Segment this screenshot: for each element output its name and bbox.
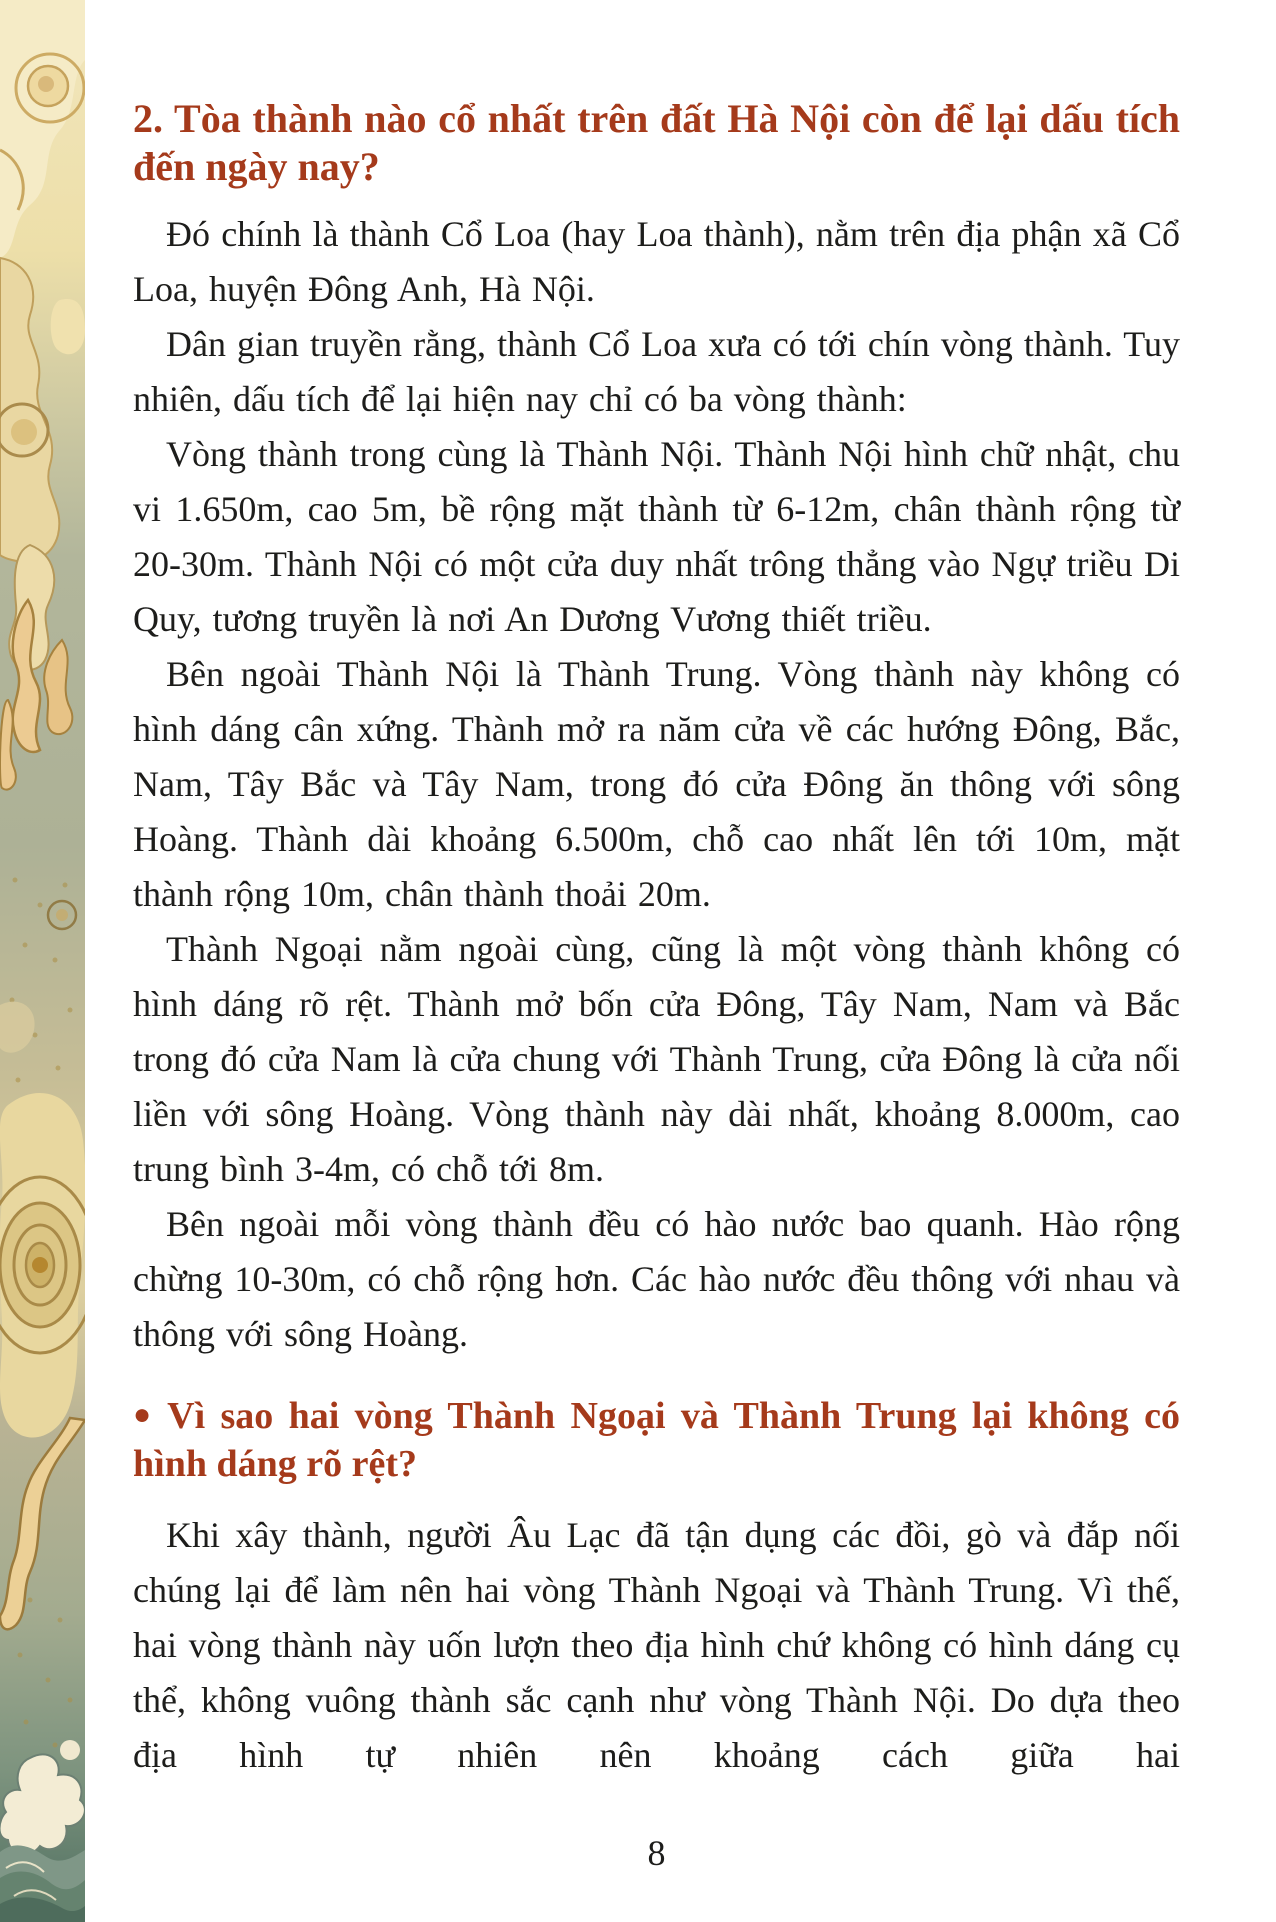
body-paragraph: Đó chính là thành Cổ Loa (hay Loa thành), nằm trên địa phận xã Cổ Loa, huyện Đông Anh, Hà Nội.	[133, 214, 1180, 309]
page-number: 8	[647, 1833, 666, 1873]
text-column	[133, 0, 1180, 1783]
watercolor-border-art	[0, 0, 85, 1922]
sub-question-heading-label: Vì sao hai vòng Thành Ngoại và Thành Trung lại không có hình dáng rõ rệt?	[133, 1395, 1180, 1485]
sub-question-heading	[133, 1392, 1180, 1488]
body-paragraph: Khi xây thành, người Âu Lạc đã tận dụng các đồi, gò và đắp nối chúng lại để làm nên hai vòng Thành Ngoại và Thành Trung. Vì thế, hai vòng thành này uốn lượn theo địa hình chứ không có hình dáng cụ thể, không vuông thành sắc cạnh như vòng Thành Nội. Do dựa theo địa hình tự nhiên nên khoảng cách giữa hai	[133, 1515, 1180, 1775]
body-paragraph: Vòng thành trong cùng là Thành Nội. Thành Nội hình chữ nhật, chu vi 1.650m, cao 5m, bề rộng mặt thành từ 6-12m, chân thành rộng từ 20-30m. Thành Nội có một cửa duy nhất trông thẳng vào Ngự triều Di Quy, tương truyền là nơi An Dương Vương thiết triều.	[133, 434, 1180, 639]
bullet-icon: ●	[133, 1398, 152, 1431]
body-paragraph: Thành Ngoại nằm ngoài cùng, cũng là một vòng thành không có hình dáng rõ rệt. Thành mở bốn cửa Đông, Tây Nam, Nam và Bắc trong đó cửa Nam là cửa chung với Thành Trung, cửa Đông là cửa nối liền với sông Hoàng. Vòng thành này dài nhất, khoảng 8.000m, cao trung bình 3-4m, có chỗ tới 8m.	[133, 929, 1180, 1189]
watercolor-border	[0, 0, 85, 1922]
body-paragraph: Bên ngoài Thành Nội là Thành Trung. Vòng thành này không có hình dáng cân xứng. Thành mở ra năm cửa về các hướng Đông, Bắc, Nam, Tây Bắc và Tây Nam, trong đó cửa Đông ăn thông với sông Hoàng. Thành dài khoảng 6.500m, chỗ cao nhất lên tới 10m, mặt thành rộng 10m, chân thành thoải 20m.	[133, 654, 1180, 914]
body-paragraph: Dân gian truyền rằng, thành Cổ Loa xưa có tới chín vòng thành. Tuy nhiên, dấu tích để lại hiện nay chỉ có ba vòng thành:	[133, 324, 1180, 419]
body-paragraph: Bên ngoài mỗi vòng thành đều có hào nước bao quanh. Hào rộng chừng 10-30m, có chỗ rộng hơn. Các hào nước đều thông với nhau và thông với sông Hoàng.	[133, 1204, 1180, 1354]
question-heading: 2. Tòa thành nào cổ nhất trên đất Hà Nội còn để lại dấu tích đến ngày nay?	[133, 96, 1180, 189]
